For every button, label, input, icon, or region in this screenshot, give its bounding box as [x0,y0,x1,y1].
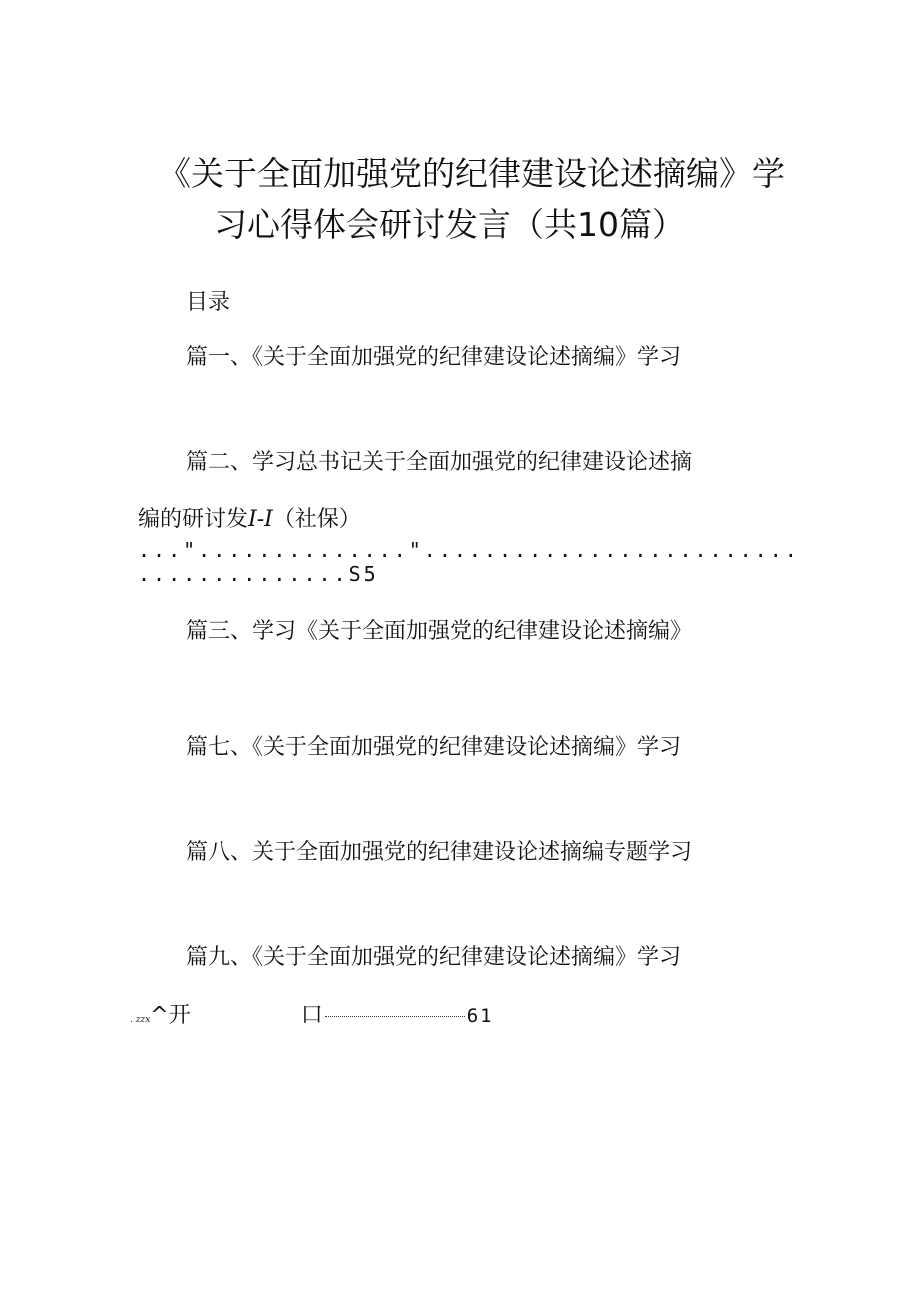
toc-entry-2-cont-italic: I-I [248,507,273,532]
box-char: 口 [300,1003,323,1028]
toc-entry-2-continuation[interactable] [138,502,361,533]
toc-entry-3[interactable]: 篇三、学习《关于全面加强党的纪律建设论述摘编》 [186,619,693,644]
document-title-line-1: 《关于全面加强党的纪律建设论述摘编》学 [158,154,785,193]
toc-entry-1[interactable]: 篇一、《关于全面加强党的纪律建设论述摘编》学习 [186,345,682,370]
garbled-caret-text: ^开 [150,1003,191,1028]
toc-entry-2-cont-prefix: 编的研讨发 [138,507,249,532]
toc-entry-8[interactable]: 篇八、关于全面加强党的纪律建设论述摘编专题学习 [186,840,693,865]
toc-entry-2[interactable]: 篇二、学习总书记关于全面加强党的纪律建设论述摘 [186,450,693,475]
toc-entry-2-cont-suffix: （社保） [272,507,361,532]
toc-entry-2-leader-dots-2: ..............S5 [138,562,379,586]
toc-entry-2-leader-dots-1: ...".............."......................... [138,538,800,562]
toc-entry-7[interactable]: 篇七、《关于全面加强党的纪律建设论述摘编》学习 [186,735,682,760]
toc-heading: 目录 [186,290,231,315]
toc-entry-9-continuation[interactable] [130,998,494,1029]
document-title-line-2: 习心得体会研讨发言（共10篇） [214,205,685,244]
dotted-leader [325,1016,465,1017]
page-number: 61 [466,1005,494,1027]
toc-entry-9[interactable]: 篇九、《关于全面加强党的纪律建设论述摘编》学习 [186,945,682,970]
garbled-prefix: . zzx [130,1015,151,1025]
